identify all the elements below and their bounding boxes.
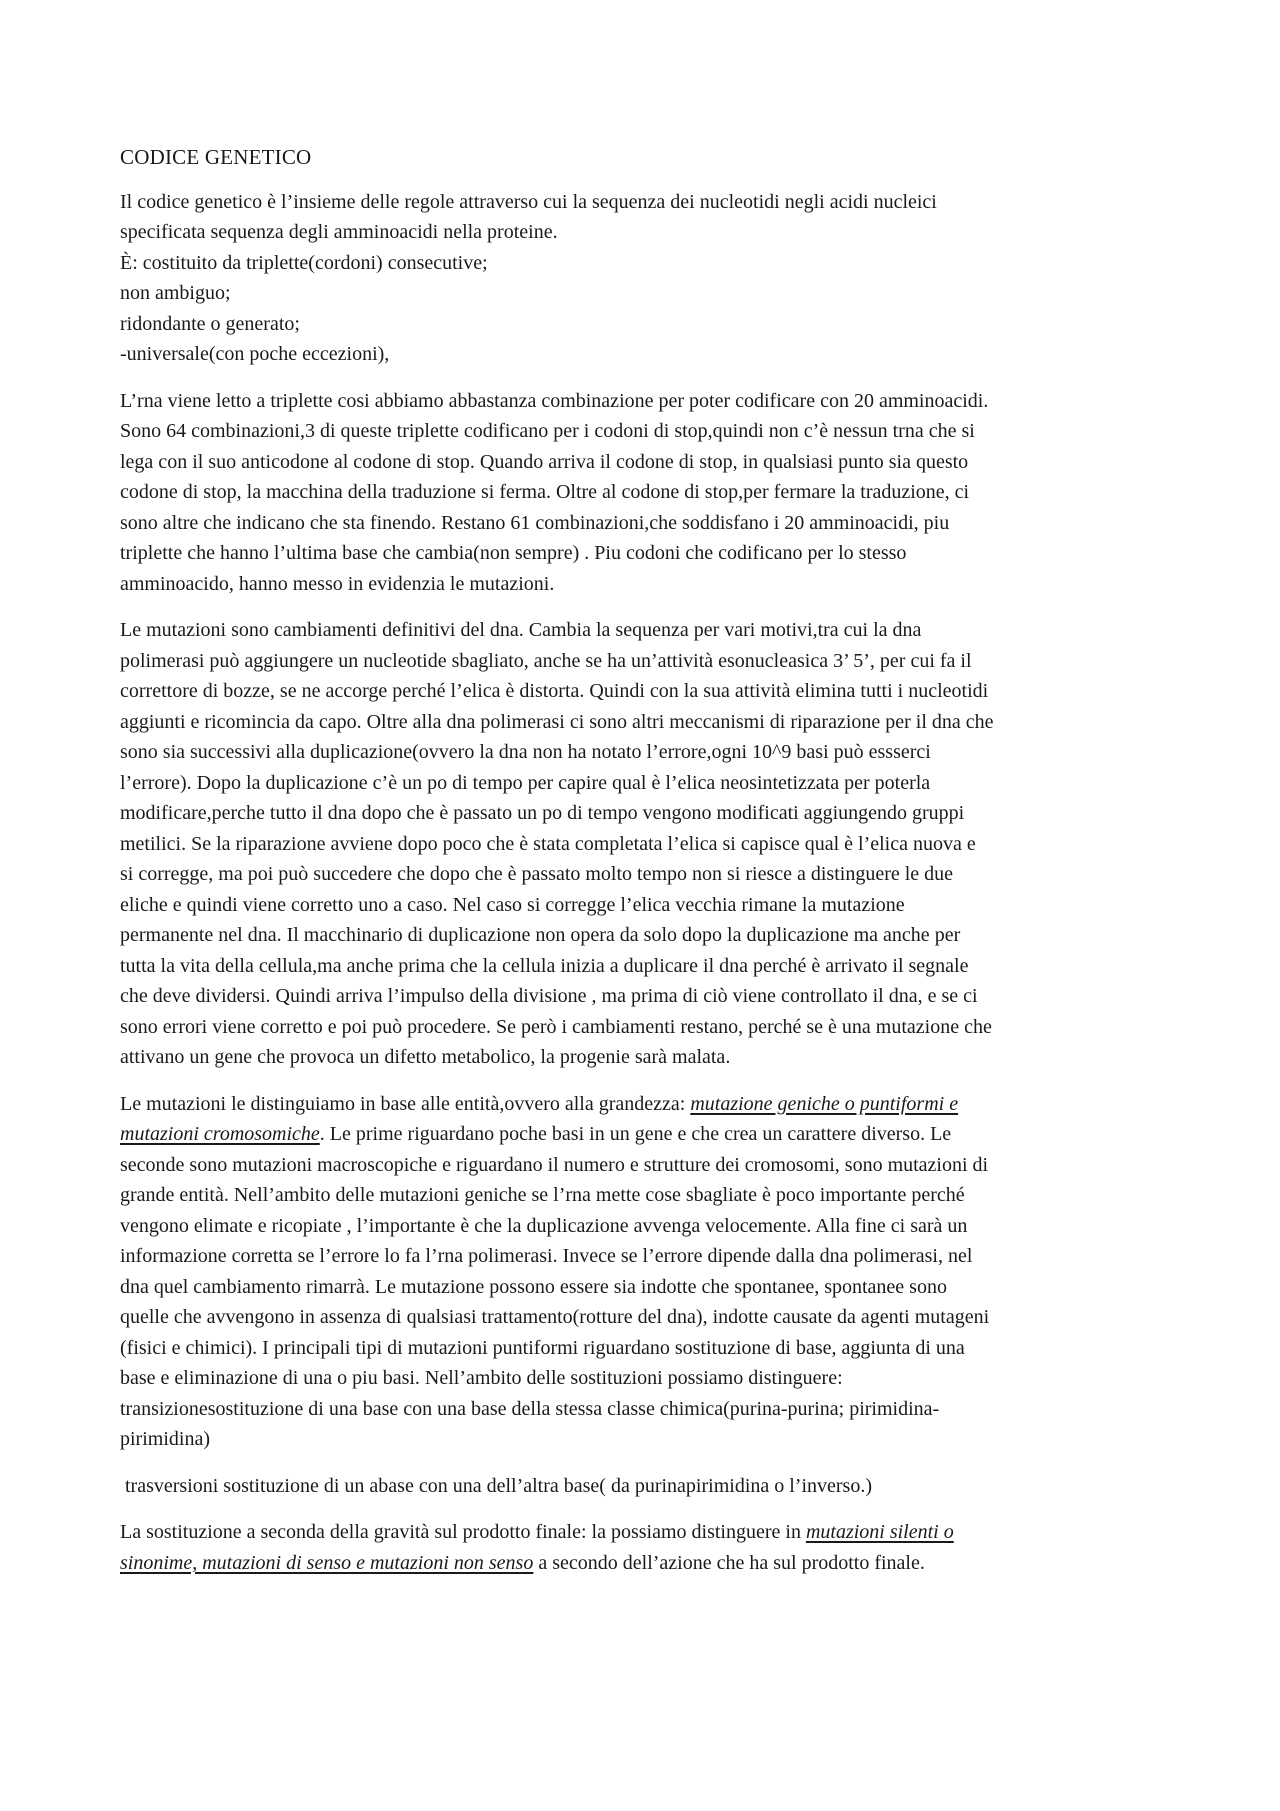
- text-line: pirimidina): [120, 1428, 210, 1450]
- text-line: informazione corretta se l’errore lo fa l’rna polimerasi. Invece se l’errore dipende dalla dna polimerasi, nel: [120, 1245, 973, 1267]
- paragraph-definition: [120, 187, 1168, 370]
- text-line: trasversioni sostituzione di un abase con una dell’altra base( da purinapirimidina o l’inverso.): [120, 1474, 873, 1497]
- text-line: -universale(con poche eccezioni),: [120, 343, 390, 365]
- text-line: l’errore). Dopo la duplicazione c’è un po di tempo per capire qual è l’elica neosintetizzata per poterla: [120, 771, 931, 794]
- text-line: seconde sono mutazioni macroscopiche e riguardano il numero e strutture dei cromosomi, sono mutazioni di: [120, 1153, 989, 1176]
- text-line: È: costituito da triplette(cordoni) consecutive;: [120, 251, 488, 274]
- emphasis-term: mutazioni silenti o: [805, 1521, 954, 1543]
- text-line: sono sia successivi alla duplicazione(ovvero la dna non ha notato l’errore,ogni 10^9 basi può essserci: [120, 741, 931, 763]
- paragraph-classification: [120, 1089, 1168, 1455]
- text-line: sono errori viene corretto e poi può procedere. Se però i cambiamenti restano, perché se è una mutazione che: [120, 1015, 992, 1038]
- document-body: [120, 142, 1168, 1594]
- text-line: correttore di bozze, se ne accorge perché l’elica è distorta. Quindi con la sua attività elimina tutti i nucleotidi: [120, 680, 989, 702]
- emphasis-term: mutazione geniche o puntiformi e: [690, 1092, 959, 1115]
- emphasis-term: sinonime, mutazioni di senso e mutazioni non senso: [120, 1551, 534, 1574]
- text-line: triplette che hanno l’ultima base che cambia(non sempre) . Piu codoni che codificano per lo stesso: [120, 542, 907, 564]
- text-line: codone di stop, la macchina della traduzione si ferma. Oltre al codone di stop,per fermare la traduzione, ci: [120, 481, 970, 503]
- text-line: L’rna viene letto a triplette cosi abbiamo abbastanza combinazione per poter codificare con 20 amminoacidi.: [120, 389, 989, 412]
- emphasis-term: mutazioni cromosomiche: [120, 1123, 320, 1145]
- text-line: attivano un gene che provoca un difetto metabolico, la progenie sarà malata.: [120, 1046, 731, 1068]
- text-line: transizionesostituzione di una base con una base della stessa classe chimica(purina-purina; pirimidina-: [120, 1397, 940, 1420]
- text-line: tutta la vita della cellula,ma anche prima che la cellula inizia a duplicare il dna perché è arrivato il segnale: [120, 954, 969, 977]
- text-run: . Le prime riguardano poche basi in un gene e che crea un carattere diverso. Le: [319, 1123, 952, 1145]
- text-line: polimerasi può aggiungere un nucleotide sbagliato, anche se ha un’attività esonucleasica 3’ 5’, per cui fa il: [120, 649, 972, 672]
- text-line: quelle che avvengono in assenza di qualsiasi trattamento(rotture del dna), indotte causate da agenti mutageni: [120, 1306, 990, 1328]
- text-run: Le mutazioni le distinguiamo in base alle entità,ovvero alla grandezza:: [120, 1092, 691, 1115]
- paragraph-substitution: [120, 1517, 1168, 1578]
- text-line: lega con il suo anticodone al codone di stop. Quando arriva il codone di stop, in qualsiasi punto sia questo: [120, 450, 969, 473]
- text-line: grande entità. Nell’ambito delle mutazioni geniche se l’rna mette cose sbagliate è poco importante perché: [120, 1184, 965, 1206]
- text-line: eliche e quindi viene corretto uno a caso. Nel caso si corregge l’elica vecchia rimane la mutazione: [120, 893, 905, 916]
- text-line: amminoacido, hanno messo in evidenzia le mutazioni.: [120, 572, 555, 595]
- text-line: metilici. Se la riparazione avviene dopo poco che è stata completata l’elica si capisce qual è l’elica nuova e: [120, 832, 976, 855]
- text-line: (fisici e chimici). I principali tipi di mutazioni puntiformi riguardano sostituzione di base, aggiunta di una: [120, 1336, 965, 1359]
- text-line: che deve dividersi. Quindi arriva l’impulso della divisione , ma prima di ciò viene controllato il dna, e se ci: [120, 985, 978, 1007]
- paragraph-triplets: [120, 386, 1168, 600]
- text-line: [120, 1119, 1168, 1150]
- text-line: vengono elimate e ricopiate , l’importante è che la duplicazione avvenga velocemente. Alla fine ci sarà un: [120, 1214, 968, 1237]
- paragraph-mutations: [120, 615, 1168, 1073]
- text-line: si corregge, ma poi può succedere che dopo che è passato molto tempo non si riesce a distinguere le due: [120, 863, 954, 885]
- text-line: dna quel cambiamento rimarrà. Le mutazione possono essere sia indotte che spontanee, spontanee sono: [120, 1275, 947, 1298]
- text-run: La sostituzione a seconda della gravità sul prodotto finale: la possiamo distinguere in: [120, 1521, 806, 1543]
- paragraph-transversions: [120, 1471, 1168, 1502]
- text-line: Sono 64 combinazioni,3 di queste triplette codificano per i codoni di stop,quindi non c’è nessun trna che si: [120, 420, 975, 442]
- document-title: CODICE GENETICO: [120, 145, 312, 169]
- text-line: Il codice genetico è l’insieme delle regole attraverso cui la sequenza dei nucleotidi negli acidi nucleici: [120, 190, 937, 213]
- text-line: modificare,perche tutto il dna dopo che è passato un po di tempo vengono modificati aggiungendo gruppi: [120, 802, 965, 824]
- text-line: permanente nel dna. Il macchinario di duplicazione non opera da solo dopo la duplicazione ma anche per: [120, 924, 961, 946]
- text-line: specificata sequenza degli amminoacidi nella proteine.: [120, 221, 558, 243]
- text-line: [120, 1089, 1168, 1120]
- text-line: sono altre che indicano che sta finendo. Restano 61 combinazioni,che soddisfano i 20 amminoacidi, piu: [120, 511, 950, 534]
- text-line: base e eliminazione di una o piu basi. Nell’ambito delle sostituzioni possiamo distinguere:: [120, 1367, 843, 1389]
- text-line: aggiunti e ricomincia da capo. Oltre alla dna polimerasi ci sono altri meccanismi di riparazione per il dna che: [120, 710, 994, 733]
- text-line: non ambiguo;: [120, 282, 231, 304]
- text-line: [120, 1517, 1168, 1548]
- text-line: ridondante o generato;: [120, 312, 300, 335]
- text-line: [120, 1548, 1168, 1579]
- text-line: Le mutazioni sono cambiamenti definitivi del dna. Cambia la sequenza per vari motivi,tra cui la dna: [120, 619, 922, 641]
- text-run: a secondo dell’azione che ha sul prodotto finale.: [533, 1551, 925, 1574]
